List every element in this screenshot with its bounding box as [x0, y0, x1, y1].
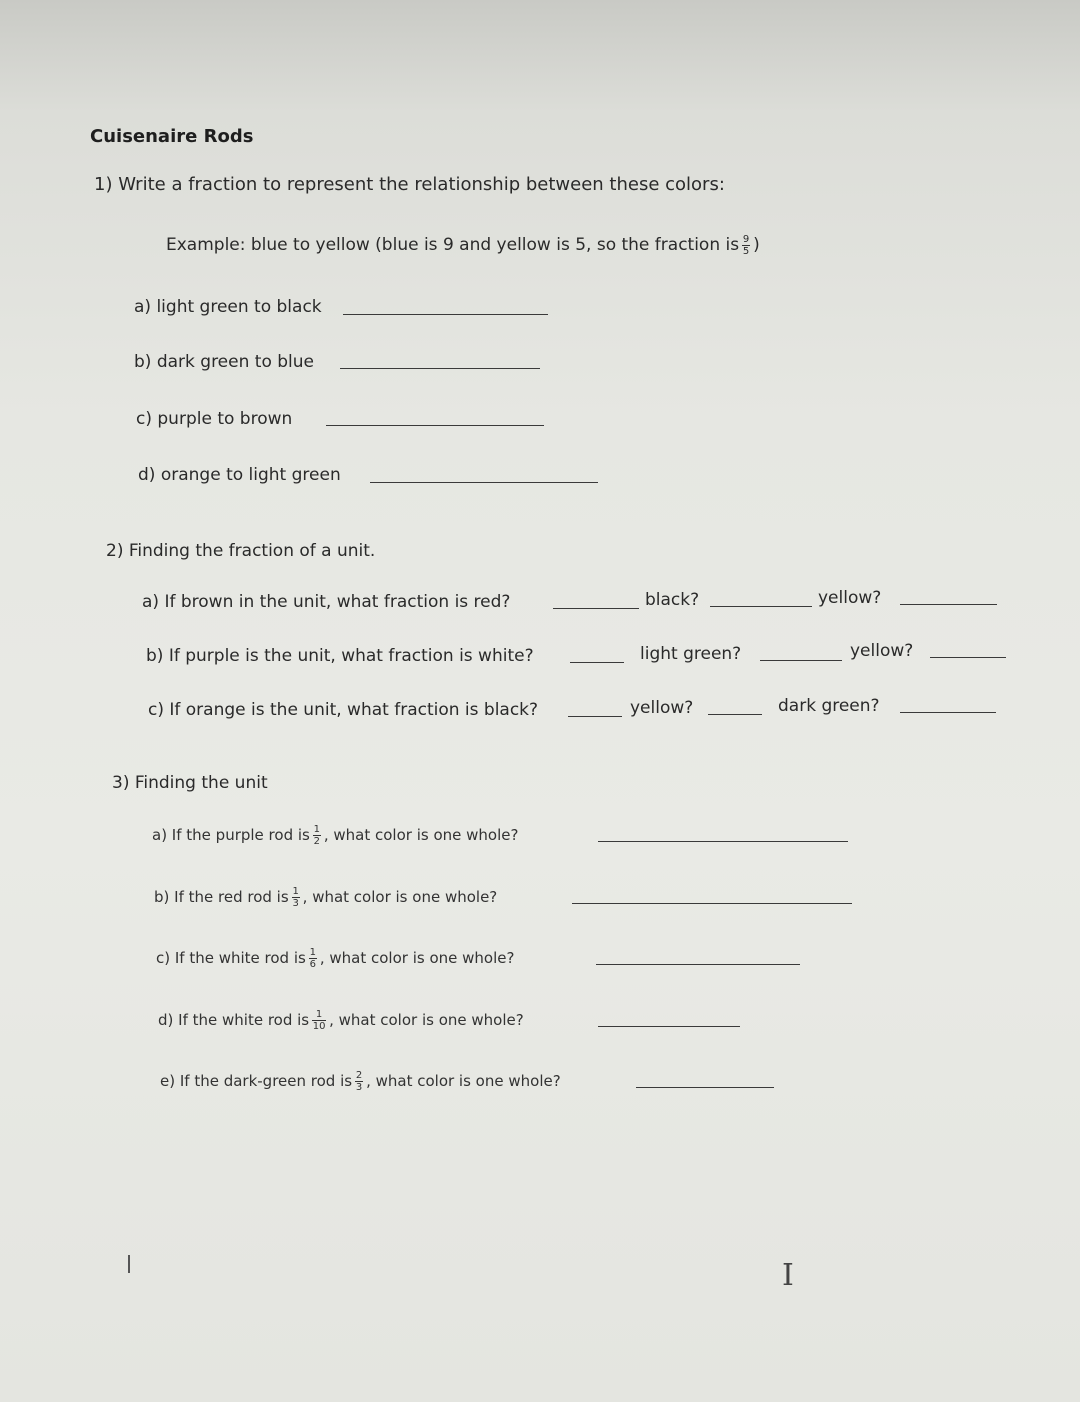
s3-b-pre: b) If the red rod is	[154, 888, 289, 906]
s3-c-pre: c) If the white rod is	[156, 949, 306, 967]
s2-b-question: b) If purple is the unit, what fraction is white?	[146, 646, 534, 666]
s3-e-answer-blank[interactable]	[636, 1087, 774, 1088]
s2-a-blank-1[interactable]	[553, 608, 639, 609]
s2-c-blank-2[interactable]	[708, 714, 762, 715]
example-denominator: 5	[742, 245, 750, 257]
s3-b-num: 1	[292, 886, 299, 897]
s3-a-question	[152, 824, 518, 846]
s3-d-question	[158, 1009, 524, 1031]
s2-a-col3: yellow?	[818, 588, 882, 608]
section-1-heading: 1) Write a fraction to represent the relationship between these colors:	[94, 174, 725, 195]
section-2-heading: 2) Finding the fraction of a unit.	[106, 541, 376, 561]
s3-b-answer-blank[interactable]	[572, 903, 852, 904]
s2-b-blank-2[interactable]	[760, 660, 842, 661]
s1-item-c-label: c) purple to brown	[136, 409, 293, 429]
s3-a-den: 2	[313, 836, 321, 847]
s3-d-answer-blank[interactable]	[598, 1026, 740, 1027]
s2-b-col3: yellow?	[850, 641, 914, 661]
example-close: )	[753, 235, 760, 255]
s2-c-question: c) If orange is the unit, what fraction is black?	[148, 700, 539, 720]
s1-item-d-label: d) orange to light green	[138, 465, 341, 485]
s3-e-post: , what color is one whole?	[366, 1072, 561, 1090]
s3-a-post: , what color is one whole?	[323, 826, 519, 844]
s3-e-fraction	[355, 1071, 363, 1092]
s2-a-blank-2[interactable]	[710, 606, 812, 607]
s3-e-num: 2	[355, 1070, 363, 1081]
s3-a-pre: a) If the purple rod is	[152, 826, 310, 844]
s3-d-fraction	[312, 1010, 326, 1031]
s3-c-fraction	[309, 948, 317, 969]
s3-b-post: , what color is one whole?	[302, 888, 498, 906]
s3-e-pre: e) If the dark-green rod is	[160, 1072, 353, 1090]
section-3-heading: 3) Finding the unit	[112, 773, 268, 793]
s3-e-question	[160, 1070, 561, 1092]
s2-c-col3: dark green?	[778, 696, 880, 716]
s3-c-answer-blank[interactable]	[596, 964, 800, 965]
s3-d-num: 1	[315, 1009, 323, 1020]
s3-b-den: 3	[292, 898, 299, 909]
s2-b-blank-1[interactable]	[570, 662, 624, 663]
s3-c-post: , what color is one whole?	[319, 949, 515, 967]
s1-item-b-answer-blank[interactable]	[340, 368, 540, 369]
s3-d-pre: d) If the white rod is	[158, 1011, 310, 1029]
s3-a-fraction	[313, 825, 321, 846]
s3-c-num: 1	[309, 947, 317, 958]
s3-c-den: 6	[309, 959, 317, 970]
s3-a-answer-blank[interactable]	[598, 841, 848, 842]
s3-e-den: 3	[355, 1082, 363, 1093]
s2-b-col2: light green?	[640, 644, 742, 664]
s3-a-num: 1	[313, 824, 321, 835]
text-cursor-line	[128, 1255, 130, 1273]
s2-a-blank-3[interactable]	[900, 604, 997, 605]
s2-a-question: a) If brown in the unit, what fraction is red?	[142, 592, 511, 612]
worksheet-title: Cuisenaire Rods	[90, 126, 254, 147]
example-fraction	[742, 235, 750, 256]
s3-b-question	[154, 886, 497, 908]
s1-item-c-answer-blank[interactable]	[326, 425, 544, 426]
s2-a-col2: black?	[645, 590, 700, 610]
s2-c-blank-1[interactable]	[568, 716, 622, 717]
s3-c-question	[156, 947, 514, 969]
s3-d-den: 10	[312, 1021, 326, 1032]
s1-item-a-label: a) light green to black	[134, 297, 322, 317]
s1-item-a-answer-blank[interactable]	[343, 314, 548, 315]
s2-b-blank-3[interactable]	[930, 657, 1006, 658]
s1-item-b-label: b) dark green to blue	[134, 352, 314, 372]
s2-c-blank-3[interactable]	[900, 712, 996, 713]
example-numerator: 9	[742, 233, 750, 245]
s3-b-fraction	[292, 887, 300, 908]
s2-c-col2: yellow?	[630, 698, 694, 718]
s3-d-post: , what color is one whole?	[329, 1011, 524, 1029]
ibeam-cursor-icon: I	[782, 1258, 794, 1293]
example-text: Example: blue to yellow (blue is 9 and yellow is 5, so the fraction is	[166, 235, 740, 255]
section-1-example	[166, 234, 760, 256]
s1-item-d-answer-blank[interactable]	[370, 482, 598, 483]
